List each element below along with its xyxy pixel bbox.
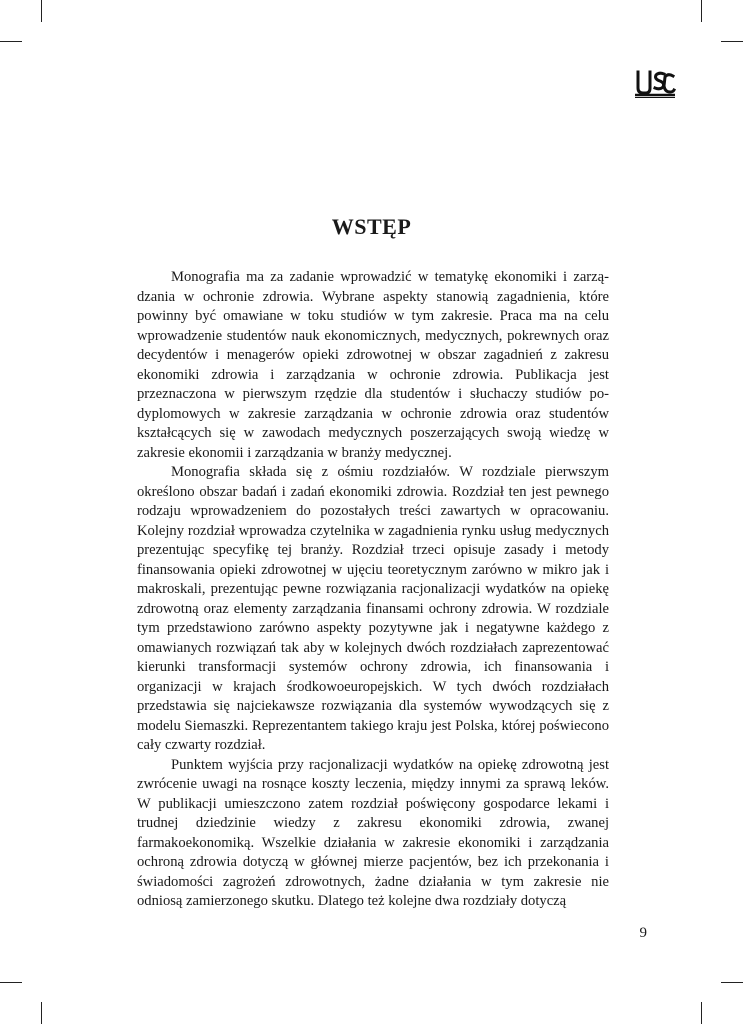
paragraph: Monografia składa się z ośmiu rozdziałów. W rozdziale pierwszym określono obszar badań i zadań ekonomiki zdrowia. Rozdział ten jest pewnego rodzaju wprowadzeniem do pozostałych treści zawartych w opracowaniu. Kolejny rozdział wprowadza czytelnika w zagadnienia rynku usług medycznych prezentując specyfikę tej branży. Rozdział trzeci opisuje zasady i metody finansowania opieki zdrowotnej w ujęciu teoretycznym zarówno w mikro jak i makroskali, prezentując pewne rozwiązania racjonalizacji wydatków na opiekę zdrowotną oraz elementy zarządzania finansami ochrony zdrowia. W rozdziale tym przedstawiono zarówno aspekty pozytywne jak i negatywne każdego z omawianych rozwiązań tak aby w kolejnych dwóch rozdziałach zaprezentować kierunki transformacji systemów ochrony zdrowia, ich finansowania i organizacji w krajach środkowoeuropejskich. W tych dwóch rozdziałach przedstawia się najciekawsze rozwiązania dla systemów wywodzących się z modelu Siemaszki. Reprezentantem takiego kraju jest Polska, której poświecono cały czwarty rozdział. (137, 464, 609, 753)
crop-mark-top-left (41, 0, 42, 22)
crop-mark-right-top (721, 41, 743, 42)
paragraph: Monografia ma za zadanie wprowadzić w tematykę ekonomiki i zarządzania w ochronie zdrowia. Wybrane aspekty stanowią zagadnienia, które powinny być omawiane w toku studiów w tym zakresie. Praca ma na celu wprowadzenie studentów nauk ekonomicznych, medycznych, pokrewnych oraz decydentów i menagerów opieki zdrowotnej w obszar zagadnień z zakresu ekonomiki zdrowia i zarządzania w ochronie zdrowia. Publikacja jest przeznaczona w pierwszym rzędzie dla studentów i słuchaczy studiów podyplomowych w zakresie zarządzania w ochronie zdrowia oraz studentów kształcących się w zawodach medycznych poszerzających swoją wiedzę w zakresie ekonomii i zarządzania w branży medycznej. (137, 269, 609, 461)
crop-mark-left-bottom (0, 982, 22, 983)
body-text (137, 268, 609, 912)
page-number: 9 (639, 925, 647, 941)
crop-mark-bottom-left (41, 1002, 42, 1024)
crop-mark-right-bottom (721, 982, 743, 983)
paragraph: Punktem wyjścia przy racjonalizacji wydatków na opiekę zdrowotną jest zwrócenie uwagi na rosnące koszty leczenia, między innymi za sprawą leków. W publikacji umieszczono zatem rozdział poświęcony gospodarce lekami i trudnej dziedzinie wiedzy z zakresu ekonomiki zdrowia, zwanej farmakoekonomiką. Wszelkie działania w zakresie ekonomiki i zarządzania ochroną zdrowia dotyczą w głównej mierze pacjentów, bez ich przekonania i świadomości zagrożeń zdrowotnych, żadne działania w tym zakresie nie odniosą zamierzonego skutku. Dlatego też kolejne dwa rozdziały dotyczą (137, 756, 609, 909)
publisher-logo-icon (633, 64, 677, 98)
crop-mark-left-top (0, 41, 22, 42)
chapter-title: WSTĘP (331, 214, 412, 239)
crop-mark-top-right (701, 0, 702, 22)
crop-mark-bottom-right (701, 1002, 702, 1024)
